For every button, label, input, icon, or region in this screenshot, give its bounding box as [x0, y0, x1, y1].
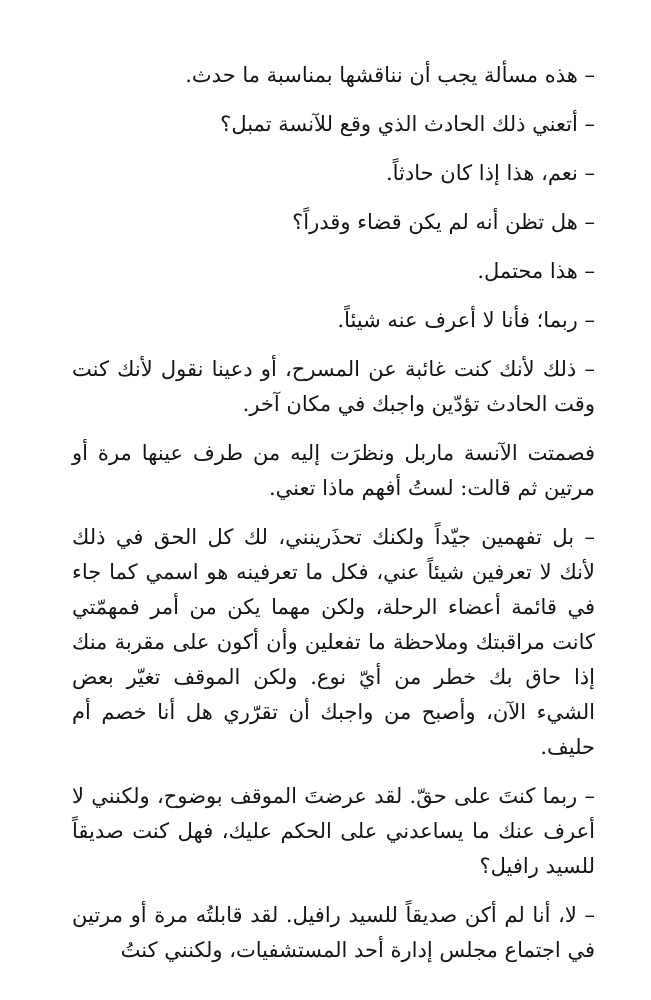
dialogue-paragraph-9: – بل تفهمين جيّداً ولكنك تحذَرينني، لك كل الحق في ذلك لأنك لا تعرفين شيئاً عني، فكل ما تعرفينه هو اسمي كما جاء في قائمة أعضاء الرحلة، ولكن مهما يكن من أمر فمهمّتي كانت مراقبتك وملاحظة ما تفعلين وأن أكون على مقربة منك إذا حاق بك خطر من أيّ نوع. ولكن الموقف تغيّر بعض الشيء الآن، وأصبح من واجبك أن تقرّري هل أنا خصم أم حليف. — [72, 525, 595, 759]
dialogue-line-5: – هذا محتمل. — [477, 259, 595, 283]
narration-paragraph-8: فصمتت الآنسة ماربل ونظرَت إليه من طرف عينها مرة أو مرتين ثم قالت: لستُ أفهم ماذا تعني. — [72, 441, 595, 500]
dialogue-line-6: – ربما؛ فأنا لا أعرف عنه شيئاً. — [337, 308, 595, 332]
dialogue-line-1: – هذه مسألة يجب أن نناقشها بمناسبة ما حدث. — [185, 63, 595, 87]
dialogue-line-4: – هل تظن أنه لم يكن قضاء وقدراً؟ — [292, 210, 595, 234]
dialogue-paragraph-11: – لا، أنا لم أكن صديقاً للسيد رافيل. لقد قابلتُه مرة أو مرتين في اجتماع مجلس إدارة أحد المستشفيات، ولكنني كنتُ — [72, 903, 595, 962]
dialogue-line-2: – أتعني ذلك الحادث الذي وقع للآنسة تمبل؟ — [220, 112, 595, 136]
dialogue-paragraph-10: – ربما كنتَ على حقّ. لقد عرضتَ الموقف بوضوح، ولكنني لا أعرف عنك ما يساعدني على الحكم عليك، فهل كنت صديقاً للسيد رافيل؟ — [72, 784, 595, 878]
dialogue-line-3: – نعم، هذا إذا كان حادثاً. — [385, 161, 595, 185]
dialogue-paragraph-7: – ذلك لأنك كنت غائبة عن المسرح، أو دعينا نقول لأنك كنت وقت الحادث تؤدّين واجبك في مكان آخر. — [72, 357, 595, 416]
